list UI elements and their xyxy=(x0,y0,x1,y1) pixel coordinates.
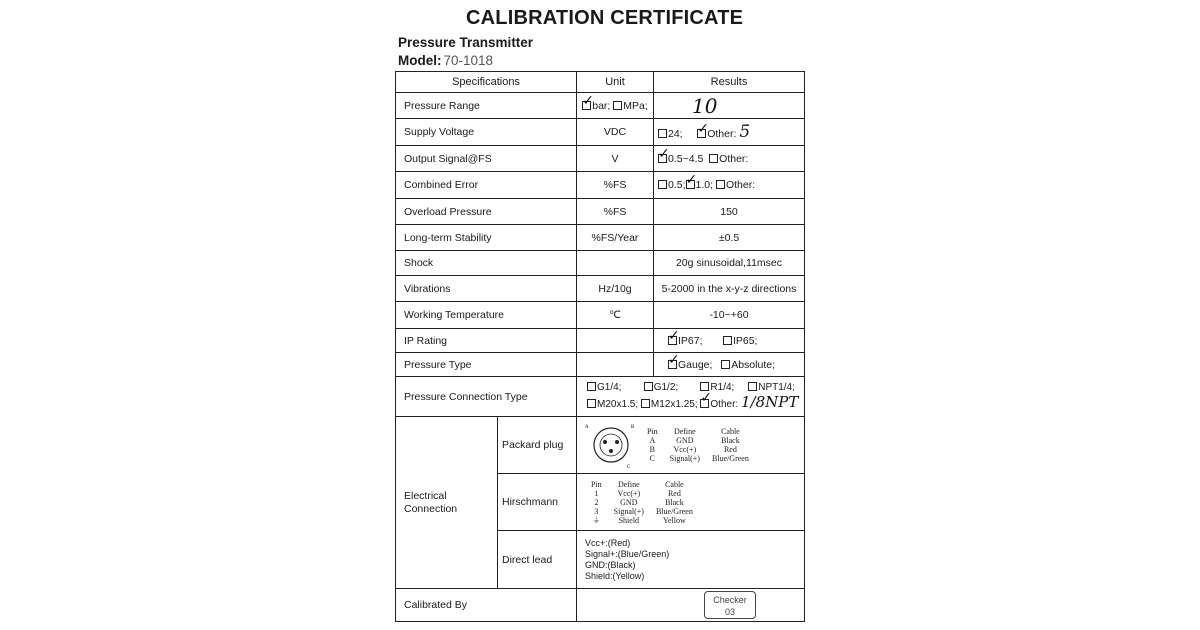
electrical-label-line1: Electrical xyxy=(404,489,447,502)
handwritten-result: 1/8NPT xyxy=(740,393,799,411)
checkbox-checked xyxy=(700,390,713,408)
cable-cell: Black xyxy=(665,497,684,507)
check-mark-icon: ✓ xyxy=(658,145,670,162)
unit-cell xyxy=(577,93,654,119)
option-ip65: IP65; xyxy=(732,334,758,347)
option-gauge: Gauge; xyxy=(678,358,713,371)
pin-cell: A xyxy=(649,436,656,445)
option-other: Other: xyxy=(725,179,756,191)
define-cell: Shield xyxy=(618,515,640,525)
checkbox xyxy=(723,336,732,345)
packard-detail xyxy=(577,417,805,474)
checkbox xyxy=(613,101,622,110)
unit-cell xyxy=(577,329,654,353)
result-cell: 150 xyxy=(654,199,805,225)
ground-symbol-icon: ⏚ xyxy=(592,515,601,525)
unit-cell: Hz/10g xyxy=(577,276,654,302)
checkbox xyxy=(658,180,667,189)
pin-cell: 2 xyxy=(594,497,599,507)
cable-cell: Red xyxy=(723,445,737,454)
model-value: 70-1018 xyxy=(443,53,494,68)
check-mark-icon: ✓ xyxy=(668,352,680,368)
packard-pin-table xyxy=(641,427,755,463)
checkbox xyxy=(644,382,653,391)
checkbox-checked xyxy=(658,145,670,163)
option-0-5-4-5: 0.5~4.5 xyxy=(668,152,704,165)
result-cell: 5-2000 in the x-y-z directions xyxy=(654,276,805,302)
hirschmann-pin-table xyxy=(585,480,699,525)
row-calibrated-by xyxy=(396,589,805,622)
connection-options xyxy=(577,377,805,417)
pin-b-letter: B xyxy=(631,425,635,430)
checkbox-checked xyxy=(582,92,594,110)
spec-label: Combined Error xyxy=(396,172,577,199)
unit-cell: ℃ xyxy=(577,302,654,329)
cable-cell: Blue/Green xyxy=(711,454,749,463)
plug-outer-ring xyxy=(594,428,628,462)
result-cell xyxy=(654,119,805,146)
spec-label: IP Rating xyxy=(396,329,577,353)
check-mark-icon: ✓ xyxy=(582,92,594,109)
cable-cell: Blue/Green xyxy=(655,506,693,516)
checkbox xyxy=(641,399,650,408)
spec-label: Calibrated By xyxy=(396,589,577,622)
unit-cell: VDC xyxy=(577,119,654,146)
row-pressure-range xyxy=(396,93,805,119)
option-bar: bar; xyxy=(592,99,611,112)
define-head: Define xyxy=(617,479,640,489)
option-g1-4: G1/4; xyxy=(597,382,622,393)
row-long-term-stability xyxy=(396,225,805,251)
row-packard-plug xyxy=(396,417,805,474)
model-line xyxy=(398,53,493,68)
row-pressure-type xyxy=(396,353,805,377)
result-cell: -10~+60 xyxy=(654,302,805,329)
result-cell: 20g sinusoidal,11msec xyxy=(654,251,805,276)
option-m20: M20x1.5; xyxy=(597,399,639,410)
check-mark-icon: ✓ xyxy=(697,121,709,137)
cable-head: Cable xyxy=(665,479,684,489)
col-results: Results xyxy=(654,72,805,93)
signature-cell xyxy=(577,589,805,622)
unit-cell xyxy=(577,353,654,377)
lead-line: Signal+:(Blue/Green) xyxy=(585,548,670,559)
define-cell: GND xyxy=(676,436,694,445)
checkbox xyxy=(658,129,667,138)
lead-line: GND:(Black) xyxy=(585,559,636,570)
checkbox-checked xyxy=(668,328,680,345)
product-name: Pressure Transmitter xyxy=(398,35,534,50)
spec-label: Pressure Type xyxy=(396,353,577,377)
define-cell: GND xyxy=(620,497,638,507)
stamp-line1: Checker xyxy=(713,595,747,605)
option-g1-2: G1/2; xyxy=(653,382,679,393)
define-cell: Signal(+) xyxy=(669,454,700,463)
checkbox xyxy=(748,382,757,391)
checkbox-checked xyxy=(697,121,709,138)
option-mpa: MPa; xyxy=(623,99,648,112)
result-cell xyxy=(654,93,805,119)
spec-label: Vibrations xyxy=(396,276,577,302)
checkbox xyxy=(709,154,718,163)
result-cell xyxy=(654,172,805,199)
option-npt1-4: NPT1/4; xyxy=(758,382,795,393)
checkbox xyxy=(716,180,725,189)
unit-cell xyxy=(577,251,654,276)
checker-stamp xyxy=(704,591,756,619)
electrical-label xyxy=(396,417,498,589)
pin-b-dot xyxy=(615,440,619,444)
table-header xyxy=(396,72,805,93)
spec-label: Pressure Connection Type xyxy=(396,377,577,417)
option-other: Other: xyxy=(707,128,737,140)
checkbox-checked xyxy=(685,172,698,189)
spec-label: Long-term Stability xyxy=(396,225,577,251)
hirschmann-label: Hirschmann xyxy=(498,474,577,531)
spec-label: Shock xyxy=(396,251,577,276)
unit-cell: %FS xyxy=(577,199,654,225)
result-cell xyxy=(654,329,805,353)
direct-lead-label: Direct lead xyxy=(498,531,577,589)
certificate-title: CALIBRATION CERTIFICATE xyxy=(466,7,744,29)
option-ip67: IP67; xyxy=(678,334,703,347)
row-overload-pressure xyxy=(396,199,805,225)
row-working-temperature xyxy=(396,302,805,329)
unit-cell: %FS/Year xyxy=(577,225,654,251)
result-cell xyxy=(654,353,805,377)
pin-cell: 1 xyxy=(594,488,599,498)
model-label: Model: xyxy=(398,53,442,68)
row-combined-error xyxy=(396,172,805,199)
pin-head: Pin xyxy=(591,479,602,489)
option-other: Other: xyxy=(719,152,749,165)
checkbox xyxy=(721,360,730,369)
spec-label: Pressure Range xyxy=(396,93,577,119)
row-output-signal xyxy=(396,146,805,172)
option-m12: M12x1.25; xyxy=(650,399,698,410)
cable-cell: Yellow xyxy=(663,515,686,525)
pin-cell: C xyxy=(649,454,655,463)
stamp-line2: 03 xyxy=(724,607,735,617)
pin-cell: B xyxy=(649,445,655,454)
define-head: Define xyxy=(673,427,696,436)
electrical-label-line2: Connection xyxy=(404,502,458,515)
lead-line: Shield:(Yellow) xyxy=(585,570,645,581)
row-ip-rating xyxy=(396,329,805,353)
cable-head: Cable xyxy=(721,427,740,436)
spec-label: Overload Pressure xyxy=(396,199,577,225)
define-cell: Vcc(+) xyxy=(617,488,641,498)
pin-a-letter: A xyxy=(585,425,589,430)
pin-a-dot xyxy=(603,440,607,444)
option-other: Other: xyxy=(710,399,739,410)
spec-table xyxy=(395,71,805,622)
unit-cell: %FS xyxy=(577,172,654,199)
handwritten-result: 5 xyxy=(739,122,751,142)
pin-c-dot xyxy=(609,449,613,453)
packard-plug-diagram xyxy=(581,420,641,470)
hirschmann-detail xyxy=(577,474,805,531)
checkbox xyxy=(587,382,596,391)
result-cell: ±0.5 xyxy=(654,225,805,251)
row-shock xyxy=(396,251,805,276)
spec-label: Working Temperature xyxy=(396,302,577,329)
pin-cell: 3 xyxy=(594,506,599,516)
row-supply-voltage xyxy=(396,119,805,146)
define-cell: Vcc(+) xyxy=(673,445,697,454)
unit-cell: V xyxy=(577,146,654,172)
checkbox-checked xyxy=(668,352,680,369)
direct-lead-detail xyxy=(577,531,805,589)
option-1-0: 1.0; xyxy=(695,179,714,191)
check-mark-icon: ✓ xyxy=(668,328,680,344)
check-mark-icon: ✓ xyxy=(685,172,698,188)
pin-head: Pin xyxy=(647,427,658,436)
col-specifications: Specifications xyxy=(396,72,577,93)
connection-line-2 xyxy=(587,390,800,412)
row-connection-type xyxy=(396,377,805,417)
cable-cell: Black xyxy=(721,436,740,445)
option-24: 24; xyxy=(668,128,683,140)
row-vibrations xyxy=(396,276,805,302)
option-absolute: Absolute; xyxy=(731,358,775,371)
spec-label: Output Signal@FS xyxy=(396,146,577,172)
option-r1-4: R1/4; xyxy=(710,382,735,393)
result-cell xyxy=(654,146,805,172)
pin-c-letter: C xyxy=(627,465,631,470)
option-0-5: 0.5; xyxy=(668,179,686,191)
lead-line: Vcc+:(Red) xyxy=(585,537,631,548)
packard-label: Packard plug xyxy=(498,417,577,474)
check-mark-icon: ✓ xyxy=(700,390,713,406)
handwritten-result: 10 xyxy=(692,93,718,118)
col-unit: Unit xyxy=(577,72,654,93)
spec-label: Supply Voltage xyxy=(396,119,577,146)
define-cell: Signal(+) xyxy=(613,506,644,516)
checkbox xyxy=(587,399,596,408)
cable-cell: Red xyxy=(667,488,681,498)
